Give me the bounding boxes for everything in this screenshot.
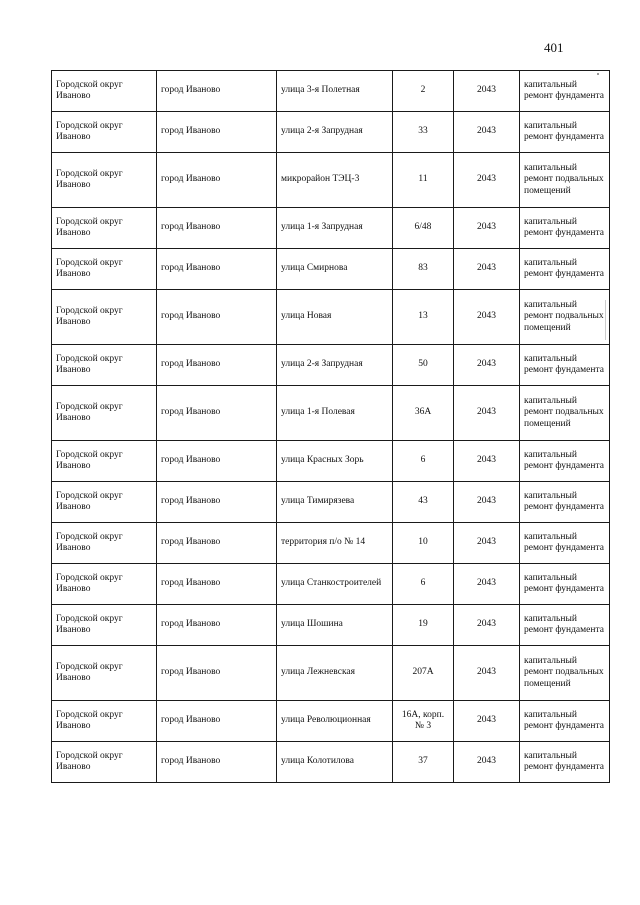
table-row [52, 523, 610, 564]
settlement-cell: город Иваново [157, 482, 277, 523]
work-type-cell: капитальный ремонт фундамента [520, 441, 610, 482]
table-row [52, 701, 610, 742]
street-cell: территория п/о № 14 [277, 523, 393, 564]
settlement-cell: город Иваново [157, 71, 277, 112]
settlement-cell: город Иваново [157, 523, 277, 564]
work-type-cell: капитальный ремонт фундамента [520, 564, 610, 605]
table-row [52, 208, 610, 249]
repair-year-cell: 2043 [454, 441, 520, 482]
settlement-cell: город Иваново [157, 701, 277, 742]
street-cell: улица Лежневская [277, 646, 393, 701]
municipality-cell: Городской округ Иваново [52, 153, 157, 208]
table-row [52, 249, 610, 290]
repair-year-cell: 2043 [454, 345, 520, 386]
work-type-cell: капитальный ремонт фундамента [520, 249, 610, 290]
house-number-cell: 37 [393, 742, 454, 783]
work-type-cell: капитальный ремонт фундамента [520, 71, 610, 112]
municipality-cell: Городской округ Иваново [52, 523, 157, 564]
repair-year-cell: 2043 [454, 249, 520, 290]
house-number-cell: 83 [393, 249, 454, 290]
table-row [52, 153, 610, 208]
street-cell: улица Шошина [277, 605, 393, 646]
house-number-cell: 6 [393, 441, 454, 482]
house-number-cell: 2 [393, 71, 454, 112]
table-row [52, 605, 610, 646]
repair-year-cell: 2043 [454, 564, 520, 605]
table-row [52, 345, 610, 386]
work-type-cell: капитальный ремонт фундамента [520, 482, 610, 523]
municipality-cell: Городской округ Иваново [52, 345, 157, 386]
municipality-cell: Городской округ Иваново [52, 605, 157, 646]
street-cell: улица 1-я Запрудная [277, 208, 393, 249]
house-number-cell: 13 [393, 290, 454, 345]
work-type-cell: капитальный ремонт подвальных помещений [520, 153, 610, 208]
scan-mark [605, 300, 606, 340]
work-type-cell: капитальный ремонт подвальных помещений [520, 290, 610, 345]
street-cell: улица Революционная [277, 701, 393, 742]
settlement-cell: город Иваново [157, 153, 277, 208]
house-number-cell: 33 [393, 112, 454, 153]
municipality-cell: Городской округ Иваново [52, 482, 157, 523]
house-number-cell: 16А, корп. № 3 [393, 701, 454, 742]
repair-year-cell: 2043 [454, 701, 520, 742]
table-row [52, 646, 610, 701]
table-row [52, 290, 610, 345]
house-number-cell: 19 [393, 605, 454, 646]
municipality-cell: Городской округ Иваново [52, 742, 157, 783]
work-type-cell: капитальный ремонт подвальных помещений [520, 646, 610, 701]
house-number-cell: 6 [393, 564, 454, 605]
house-number-cell: 50 [393, 345, 454, 386]
repair-year-cell: 2043 [454, 71, 520, 112]
scan-mark [597, 73, 599, 75]
municipality-cell: Городской округ Иваново [52, 112, 157, 153]
house-number-cell: 36А [393, 386, 454, 441]
street-cell: улица Тимирязева [277, 482, 393, 523]
page-number: 401 [544, 40, 564, 55]
street-cell: микрорайон ТЭЦ-3 [277, 153, 393, 208]
repair-year-cell: 2043 [454, 208, 520, 249]
street-cell: улица Станкостроителей [277, 564, 393, 605]
repair-year-cell: 2043 [454, 290, 520, 345]
housing-repair-table [51, 70, 610, 783]
repair-year-cell: 2043 [454, 742, 520, 783]
street-cell: улица Колотилова [277, 742, 393, 783]
house-number-cell: 207А [393, 646, 454, 701]
table-row [52, 71, 610, 112]
street-cell: улица Красных Зорь [277, 441, 393, 482]
table-row [52, 386, 610, 441]
work-type-cell: капитальный ремонт фундамента [520, 701, 610, 742]
work-type-cell: капитальный ремонт фундамента [520, 605, 610, 646]
work-type-cell: капитальный ремонт фундамента [520, 742, 610, 783]
street-cell: улица 2-я Запрудная [277, 112, 393, 153]
settlement-cell: город Иваново [157, 605, 277, 646]
repair-year-cell: 2043 [454, 386, 520, 441]
work-type-cell: капитальный ремонт фундамента [520, 208, 610, 249]
table-row [52, 742, 610, 783]
repair-year-cell: 2043 [454, 482, 520, 523]
settlement-cell: город Иваново [157, 646, 277, 701]
house-number-cell: 11 [393, 153, 454, 208]
settlement-cell: город Иваново [157, 290, 277, 345]
municipality-cell: Городской округ Иваново [52, 386, 157, 441]
municipality-cell: Городской округ Иваново [52, 701, 157, 742]
municipality-cell: Городской округ Иваново [52, 71, 157, 112]
municipality-cell: Городской округ Иваново [52, 441, 157, 482]
work-type-cell: капитальный ремонт фундамента [520, 345, 610, 386]
repair-year-cell: 2043 [454, 523, 520, 564]
street-cell: улица Новая [277, 290, 393, 345]
table-row [52, 112, 610, 153]
municipality-cell: Городской округ Иваново [52, 208, 157, 249]
settlement-cell: город Иваново [157, 208, 277, 249]
house-number-cell: 6/48 [393, 208, 454, 249]
street-cell: улица 1-я Полевая [277, 386, 393, 441]
settlement-cell: город Иваново [157, 345, 277, 386]
repair-year-cell: 2043 [454, 153, 520, 208]
repair-year-cell: 2043 [454, 605, 520, 646]
municipality-cell: Городской округ Иваново [52, 290, 157, 345]
street-cell: улица Смирнова [277, 249, 393, 290]
municipality-cell: Городской округ Иваново [52, 646, 157, 701]
repair-year-cell: 2043 [454, 646, 520, 701]
settlement-cell: город Иваново [157, 112, 277, 153]
work-type-cell: капитальный ремонт подвальных помещений [520, 386, 610, 441]
street-cell: улица 3-я Полетная [277, 71, 393, 112]
table-row [52, 564, 610, 605]
repair-year-cell: 2043 [454, 112, 520, 153]
work-type-cell: капитальный ремонт фундамента [520, 523, 610, 564]
settlement-cell: город Иваново [157, 386, 277, 441]
table-row [52, 441, 610, 482]
municipality-cell: Городской округ Иваново [52, 249, 157, 290]
street-cell: улица 2-я Запрудная [277, 345, 393, 386]
settlement-cell: город Иваново [157, 441, 277, 482]
settlement-cell: город Иваново [157, 564, 277, 605]
settlement-cell: город Иваново [157, 249, 277, 290]
table-row [52, 482, 610, 523]
settlement-cell: город Иваново [157, 742, 277, 783]
house-number-cell: 43 [393, 482, 454, 523]
work-type-cell: капитальный ремонт фундамента [520, 112, 610, 153]
municipality-cell: Городской округ Иваново [52, 564, 157, 605]
house-number-cell: 10 [393, 523, 454, 564]
